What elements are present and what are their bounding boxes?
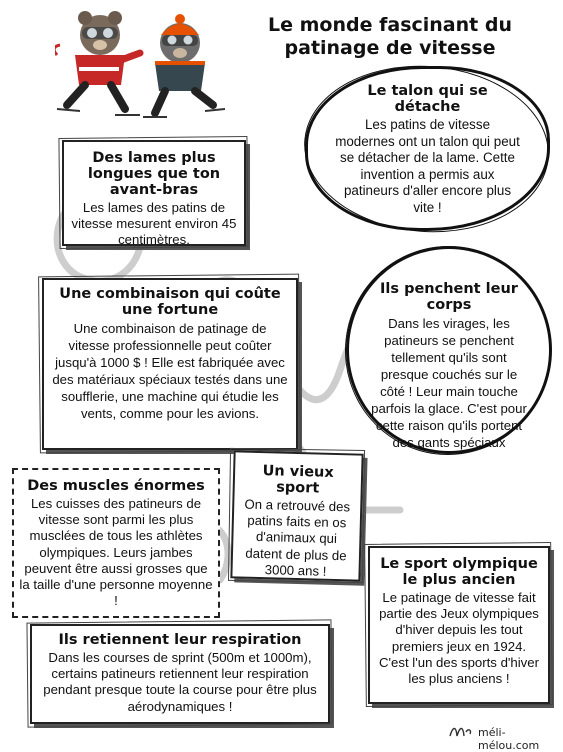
card-talon (305, 66, 550, 231)
skating-bears-illustration (55, 5, 225, 123)
card-vieux (230, 450, 363, 581)
card-title: Ils retiennent leur respiration (58, 632, 302, 648)
card-muscles (12, 468, 220, 618)
card-title: Un vieux sport (262, 463, 334, 497)
card-title: Une combinaison qui coûte une fortune (59, 286, 281, 318)
card-penchent (346, 246, 552, 454)
card-combinaison (42, 278, 298, 450)
card-text: Le patinage de vitesse fait partie des Jeux olympiques d'hiver depuis les tout premiers jeux en 1924. C'est l'un des sports d'hiver les plus anciens ! (378, 590, 539, 687)
card-text: Une combinaison de patinage de vitesse professionnelle peut coûter jusqu'à 1000 $ ! Elle est fabriquée avec des matériaux spéciaux testés dans une soufflerie, une machine qui étudie les vents, comme pour les avions. (52, 321, 288, 421)
card-title: Le talon qui se détache (367, 83, 488, 115)
card-title: Ils penchent leur corps (380, 281, 518, 313)
card-text: Les cuisses des patineurs de vitesse sont parmi les plus musclées de tous les athlètes olympiques. Leurs jambes peuvent être aussi grosses que la taille d'une personne moyenne ! (19, 496, 213, 609)
author-logo (448, 724, 474, 740)
card-olympique (368, 546, 550, 704)
page-title: Le monde fascinant du patinage de vitesse (268, 14, 512, 59)
card-title: Des lames plus longues que ton avant-bras (87, 150, 221, 198)
card-respiration (30, 624, 330, 724)
card-text: Les lames des patins de vitesse mesurent environ 45 centimètres. (71, 200, 237, 248)
card-title: Le sport olympique le plus ancien (380, 556, 538, 588)
card-lames (62, 140, 246, 246)
card-title: Des muscles énormes (27, 478, 205, 494)
card-text: On a retrouvé des patins faits en os d'animaux qui datent de plus de 3000 ans ! (244, 496, 351, 579)
card-text: Dans les virages, les patineurs se penchent tellement qu'ils sont presque couchés sur le côté ! Leur main touche parfois la glace. C'est pour cette raison qu'ils portent des gants spéciaux (371, 316, 527, 450)
card-text: Les patins de vitesse modernes ont un talon qui peut se détacher de la lame. Cette invention a permis aux patineurs d'aller encore plus vite ! (335, 117, 520, 215)
footer-brand: méli-mélou.com (478, 726, 540, 752)
card-text: Dans les courses de sprint (500m et 1000m), certains patineurs retiennent leur respiration pendant presque toute la course pour être plus aérodynamiques ! (43, 650, 317, 714)
